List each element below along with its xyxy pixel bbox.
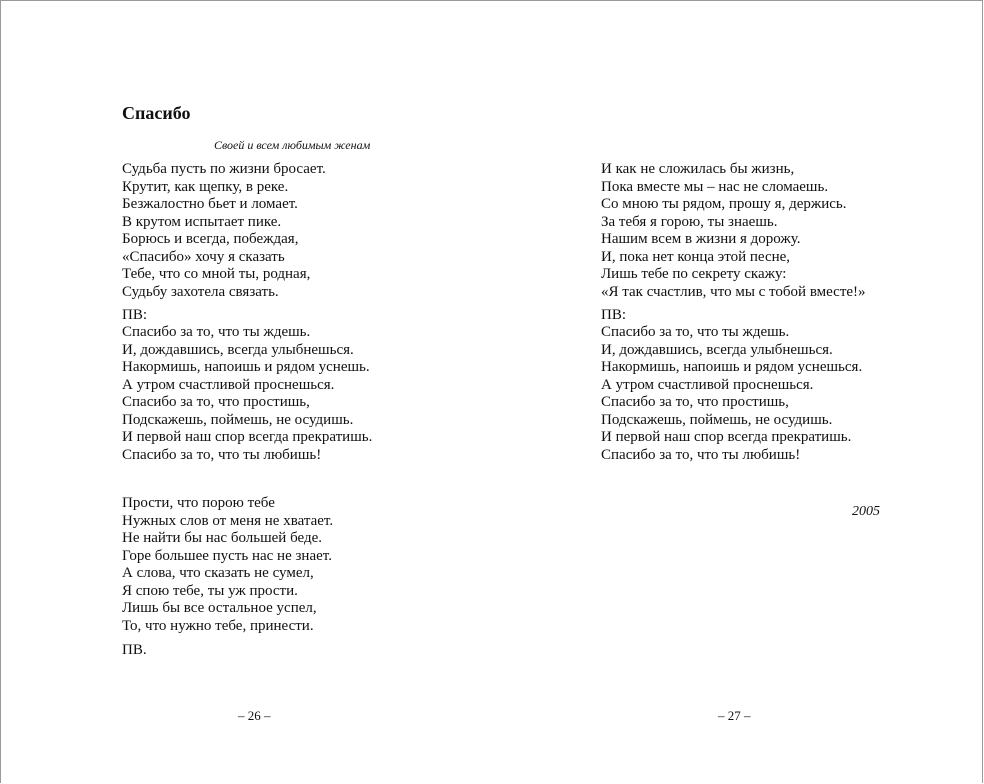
poem-line: Я спою тебе, ты уж прости. xyxy=(122,582,298,599)
page-number-right: – 27 – xyxy=(718,708,751,723)
poem-line: Лишь бы все остальное успел, xyxy=(122,600,317,616)
poem-line: Не найти бы нас большей беде. xyxy=(122,530,323,546)
poem-line: Тебе, что со мной ты, родная, xyxy=(122,266,311,282)
poem-line: И, пока нет конца этой песне, xyxy=(601,248,791,265)
poem-line: И первой наш спор всегда прекратишь. xyxy=(601,429,852,445)
refrain-right xyxy=(601,324,862,464)
page-number-left: – 26 – xyxy=(238,708,271,723)
poem-dedication: Своей и всем любимым женам xyxy=(214,138,371,152)
poem-line: Прости, что порою тебе xyxy=(122,495,275,511)
refrain-end-label: ПВ. xyxy=(122,642,147,658)
poem-line: Безжалостно бьет и ломает. xyxy=(122,196,298,212)
poem-line: И, дождавшись, всегда улыбнешься. xyxy=(601,341,833,358)
poem-line: И первой наш спор всегда прекратишь. xyxy=(122,429,373,445)
poem-line: Спасибо за то, что ты любишь! xyxy=(122,446,322,463)
stanza-2 xyxy=(122,495,333,635)
poem-title: Спасибо xyxy=(122,103,191,123)
poem-line: Накормишь, напоишь и рядом уснешь. xyxy=(122,359,370,375)
poem-line: Лишь тебе по секрету скажу: xyxy=(601,266,787,282)
poem-line: То, что нужно тебе, принести. xyxy=(122,617,314,634)
poem-line: Спасибо за то, что ты ждешь. xyxy=(122,324,311,340)
poem-year: 2005 xyxy=(852,504,880,519)
poem-line: Пока вместе мы – нас не сломаешь. xyxy=(601,178,829,195)
poem-line: Нашим всем в жизни я дорожу. xyxy=(601,231,801,247)
poem-line: А утром счастливой проснешься. xyxy=(122,376,335,393)
poem-line: Борюсь и всегда, побеждая, xyxy=(122,231,299,247)
poem-line: Со мною ты рядом, прошу я, держись. xyxy=(601,196,847,212)
poem-line: Спасибо за то, что простишь, xyxy=(601,394,789,410)
poem-line: И как не сложилась бы жизнь, xyxy=(601,161,795,177)
refrain-label: ПВ: xyxy=(122,307,148,323)
poem-line: А слова, что сказать не сумел, xyxy=(122,565,314,581)
poem-line: Спасибо за то, что ты любишь! xyxy=(601,446,801,463)
refrain-left xyxy=(122,324,372,464)
stanza-3 xyxy=(601,161,866,301)
poem-line: За тебя я горою, ты знаешь. xyxy=(601,213,778,230)
poem-line: Горе большее пусть нас не знает. xyxy=(122,547,332,564)
poem-line: Судьбу захотела связать. xyxy=(122,283,279,300)
stanza-1 xyxy=(122,161,326,301)
poem-line: Нужных слов от меня не хватает. xyxy=(122,512,334,529)
poem-line: Спасибо за то, что ты ждешь. xyxy=(601,324,790,340)
poem-line: Судьба пусть по жизни бросает. xyxy=(122,161,326,177)
poem-line: «Спасибо» хочу я сказать xyxy=(122,248,285,265)
poem-line: Накормишь, напоишь и рядом уснешься. xyxy=(601,359,863,375)
poem-line: Подскажешь, поймешь, не осудишь. xyxy=(122,411,354,428)
poem-line: В крутом испытает пике. xyxy=(122,213,282,230)
poem-line: Подскажешь, поймешь, не осудишь. xyxy=(601,411,833,428)
poem-line: Спасибо за то, что простишь, xyxy=(122,394,310,410)
poem-line: Крутит, как щепку, в реке. xyxy=(122,178,289,195)
poem-line: А утром счастливой проснешься. xyxy=(601,376,814,393)
poem-line: «Я так счастлив, что мы с тобой вместе!» xyxy=(601,283,866,300)
poem-line: И, дождавшись, всегда улыбнешься. xyxy=(122,341,354,358)
refrain-label-right: ПВ: xyxy=(601,307,627,323)
